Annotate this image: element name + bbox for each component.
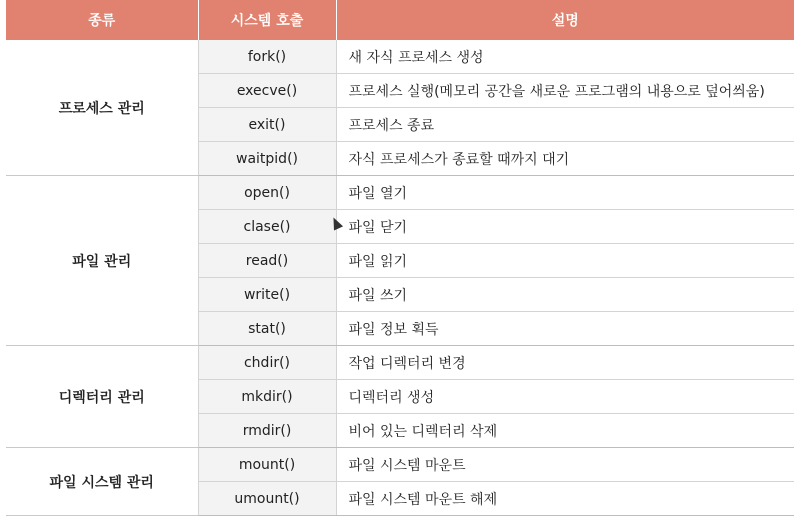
system-call-description: 파일 닫기 <box>336 210 794 244</box>
system-call-name: mkdir() <box>198 380 336 414</box>
system-call-description: 새 자식 프로세스 생성 <box>336 40 794 74</box>
system-call-description: 파일 정보 획득 <box>336 312 794 346</box>
system-call-description: 작업 디렉터리 변경 <box>336 346 794 380</box>
table-row <box>6 346 794 380</box>
system-call-name: mount() <box>198 448 336 482</box>
system-call-description: 파일 쓰기 <box>336 278 794 312</box>
system-call-name: read() <box>198 244 336 278</box>
system-call-description: 파일 시스템 마운트 <box>336 448 794 482</box>
system-call-name: fork() <box>198 40 336 74</box>
system-call-description: 파일 열기 <box>336 176 794 210</box>
system-call-name: open() <box>198 176 336 210</box>
header-system-call: 시스템 호출 <box>198 0 336 40</box>
system-call-description: 프로세스 실행(메모리 공간을 새로운 프로그램의 내용으로 덮어씌움) <box>336 74 794 108</box>
table-row <box>6 448 794 482</box>
system-call-name: rmdir() <box>198 414 336 448</box>
system-call-name: exit() <box>198 108 336 142</box>
system-call-description: 파일 읽기 <box>336 244 794 278</box>
system-call-description: 자식 프로세스가 종료할 때까지 대기 <box>336 142 794 176</box>
system-call-name: write() <box>198 278 336 312</box>
system-call-name: stat() <box>198 312 336 346</box>
system-call-table <box>6 0 794 516</box>
table-header-row <box>6 0 794 40</box>
category-file-system-management: 파일 시스템 관리 <box>6 448 198 516</box>
system-call-description: 프로세스 종료 <box>336 108 794 142</box>
system-call-name: waitpid() <box>198 142 336 176</box>
system-call-description: 비어 있는 디렉터리 삭제 <box>336 414 794 448</box>
system-call-description: 디렉터리 생성 <box>336 380 794 414</box>
system-call-name: clase() <box>198 210 336 244</box>
system-call-name: umount() <box>198 482 336 516</box>
category-process-management: 프로세스 관리 <box>6 40 198 176</box>
table-row <box>6 176 794 210</box>
header-category: 종류 <box>6 0 198 40</box>
category-directory-management: 디렉터리 관리 <box>6 346 198 448</box>
system-call-name: chdir() <box>198 346 336 380</box>
header-description: 설명 <box>336 0 794 40</box>
system-call-name: execve() <box>198 74 336 108</box>
system-call-description: 파일 시스템 마운트 해제 <box>336 482 794 516</box>
table-row <box>6 40 794 74</box>
category-file-management: 파일 관리 <box>6 176 198 346</box>
